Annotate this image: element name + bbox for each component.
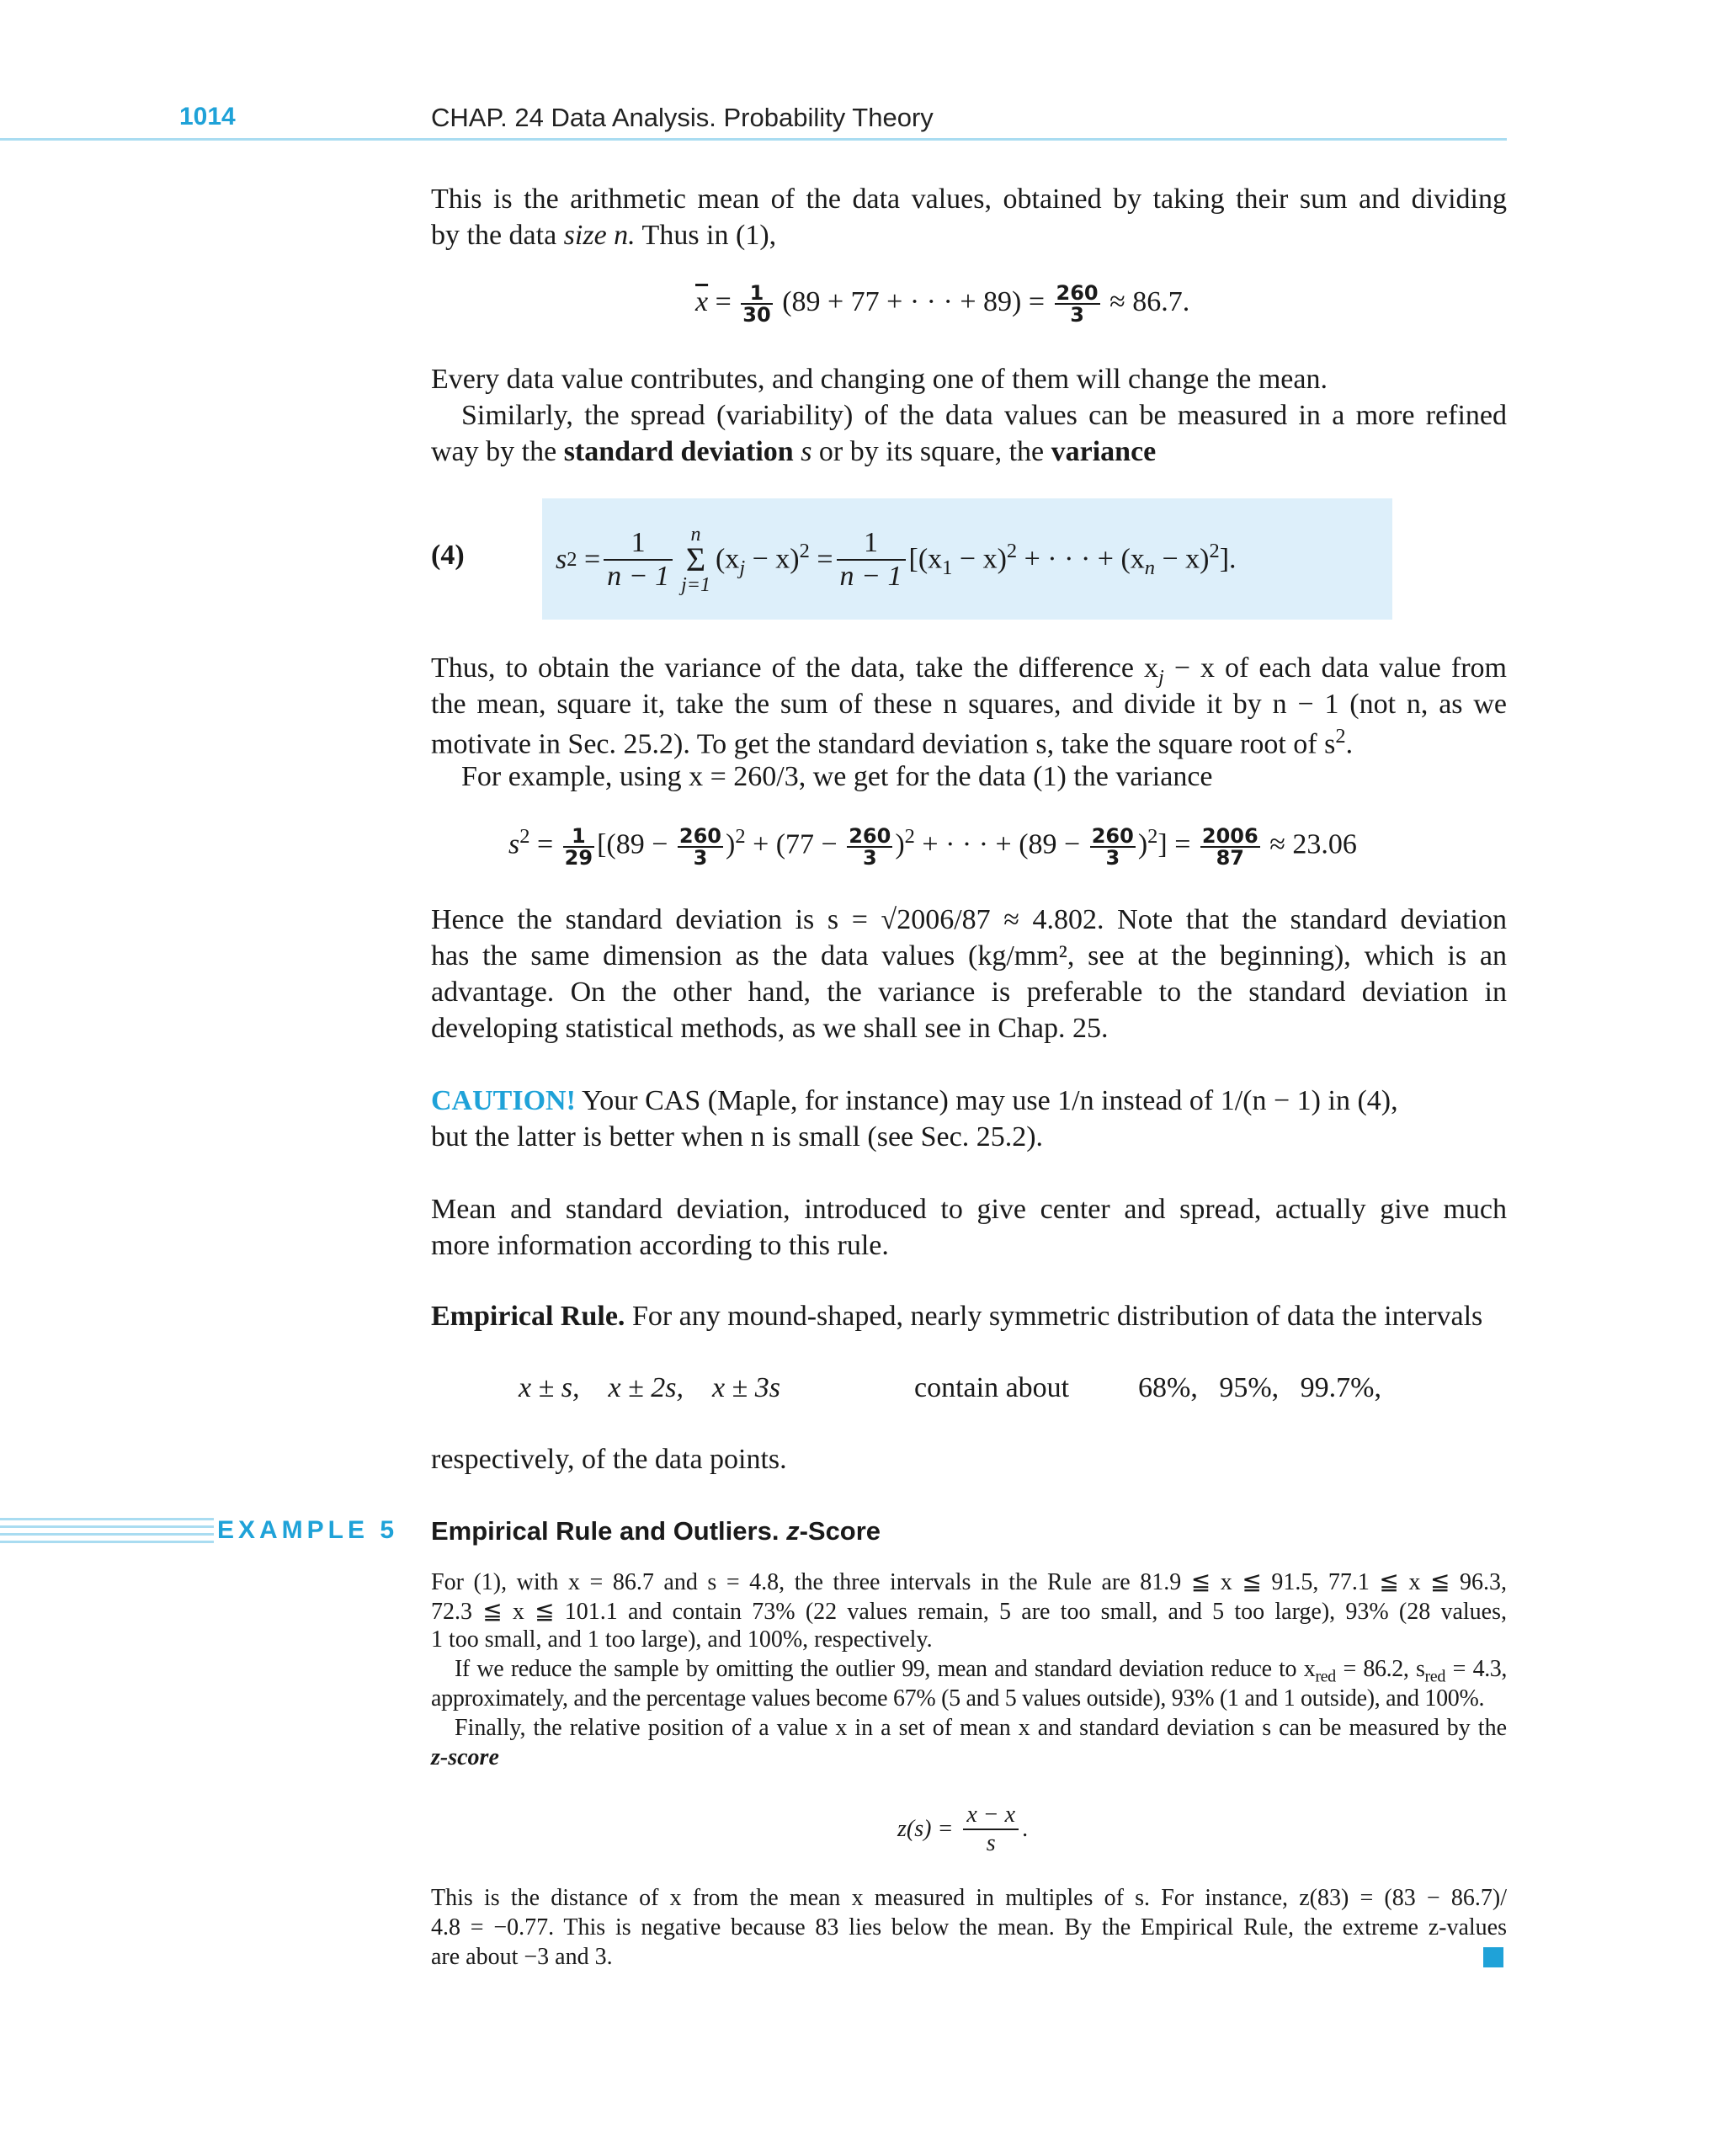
empirical-rule-label: Empirical Rule. (431, 1301, 625, 1332)
variance-computation: $s^2$ = $\frac{1}{29}$ [(89 − $\frac{260}{3}$ )$^2$ + (77 − $\frac{260}{3}$ )$^2$ + · · · + (89 − $\frac{260}{3}$ )$^2$] = $\frac{2006}{87}$ ≈ 23.06 (508, 823, 1357, 870)
header-rule (0, 138, 1507, 141)
example-label: EXAMPLE 5 (214, 1516, 398, 1545)
para3-line-3: motivate in Sec. 25.2). To get the standard deviation s, take the square root of $s^2$. (431, 725, 1354, 760)
example-p1-line-3: 1 too small, and 1 too large), and 100%, respectively. (431, 1626, 933, 1653)
example-p4-line-3: are about −3 and 3. (431, 1944, 613, 1970)
page-number: 1014 (179, 103, 236, 130)
para4-line-2: has the same dimension as the data values (kg/mm², see at the beginning), which is an (431, 940, 1507, 972)
end-of-example-square (1483, 1947, 1503, 1967)
example-p1-line-2: 72.3 ≦ x ≦ 101.1 and contain 73% (22 values remain, 5 are too small, and 5 too large), 93% (28 values, (431, 1599, 1507, 1625)
para4-line-1: Hence the standard deviation is s = √2006/87 ≈ 4.802. Note that the standard deviation (431, 904, 1507, 935)
para3-line-1: Thus, to obtain the variance of the data, take the difference $x_j - x$ of each data value from (431, 652, 1507, 689)
para2-line-2: Similarly, the spread (variability) of the data values can be measured in a more refined (461, 400, 1507, 431)
para3-line-2: the mean, square it, take the sum of these n squares, and divide it by n − 1 (not n, as we (431, 689, 1507, 720)
para4-line-4: developing statistical methods, as we shall see in Chap. 25. (431, 1013, 1109, 1044)
para2-line-1: Every data value contributes, and changing one of them will change the mean. (431, 364, 1328, 395)
para5-line-1: Mean and standard deviation, introduced to give center and spread, actually give much (431, 1194, 1507, 1225)
mean-equation: $\overline{x}$ = $\frac{1}{30}$ (89 + 77 + · · · + 89) = $\frac{260}{3}$ ≈ 86.7. (695, 281, 1190, 327)
variance-formula: s 2 = $\frac{1}{n - 1}$ n Σ j=1 $(x_j - x)^2$ = $\frac{1}{n - 1}$ [$(x_1 - x)^2$ + · · · + $(x_n - x)^2$]. (556, 524, 1237, 596)
empirical-rule-line: Empirical Rule. For any mound-shaped, nearly symmetric distribution of data the intervals (431, 1301, 1483, 1332)
para2-line-3: way by the standard deviation s or by its square, the variance (431, 436, 1157, 467)
example-p4-line-1: This is the distance of x from the mean x measured in multiples of s. For instance, z(83) = (83 − 86.7)/ (431, 1885, 1507, 1911)
empirical-intervals: x ± s, x ± 2s, x ± 3s (519, 1372, 780, 1403)
intro-line-2: by the data size n. Thus in (1), (431, 220, 777, 251)
z-score-formula: z(s) = $\frac{x - x}{s}$ . (897, 1802, 1029, 1856)
intro-line-1: This is the arithmetic mean of the data values, obtained by taking their sum and dividing (431, 184, 1507, 215)
empirical-contain: contain about (914, 1372, 1070, 1403)
caution-line-1: CAUTION! Your CAS (Maple, for instance) may use 1/n instead of 1/(n − 1) in (4), (431, 1085, 1398, 1116)
para3-line-4: For example, using x = 260/3, we get for the data (1) the variance (461, 761, 1213, 792)
example-p4-line-2: 4.8 = −0.77. This is negative because 83 lies below the mean. By the Empirical Rule, the extreme z-values (431, 1914, 1507, 1940)
example-p3-line-1: Finally, the relative position of a value x in a set of mean x and standard deviation s can be measured by the (455, 1715, 1507, 1741)
example-p1-line-1: For (1), with x = 86.7 and s = 4.8, the three intervals in the Rule are 81.9 ≦ x ≦ 91.5, 77.1 ≦ x ≦ 96.3, (431, 1569, 1507, 1595)
empirical-after: respectively, of the data points. (431, 1444, 787, 1475)
example-title: Empirical Rule and Outliers. z-Score (431, 1516, 881, 1546)
running-head: CHAP. 24 Data Analysis. Probability Theory (431, 103, 934, 132)
caution-label: CAUTION! (431, 1085, 576, 1116)
para5-line-2: more information according to this rule. (431, 1230, 889, 1261)
example-p2-line-1: If we reduce the sample by omitting the outlier 99, mean and standard deviation reduce to $x_{red} = 86.2$, $s_{red} = 4.3$, (455, 1656, 1507, 1686)
para4-line-3: advantage. On the other hand, the variance is preferable to the standard deviation in (431, 977, 1507, 1008)
caution-line-2: but the latter is better when n is small (see Sec. 25.2). (431, 1121, 1044, 1153)
equation-number: (4) (431, 540, 465, 571)
empirical-percents: 68%, 95%, 99.7%, (1138, 1372, 1381, 1403)
example-p2-line-2: approximately, and the percentage values become 67% (5 and 5 values outside), 93% (1 and 1 outside), and 100%. (431, 1685, 1485, 1711)
example-p3-line-2: z-score (431, 1744, 499, 1770)
